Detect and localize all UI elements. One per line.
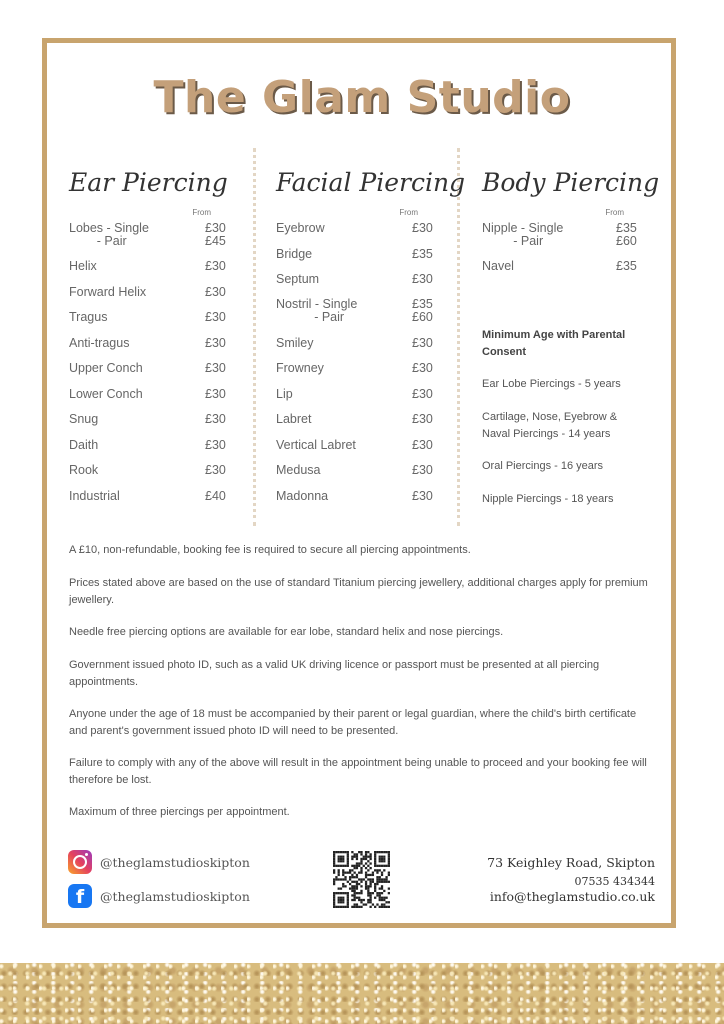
piercing-price: £35 £60 [412,297,433,324]
piercing-price: £30 [412,412,433,426]
ear-piercing-heading: Ear Piercing [69,168,228,197]
piercing-name: Upper Conch [69,361,143,375]
note-under-18: Anyone under the age of 18 must be accompanied by their parent or legal guardian, where the child's birth certificate and parent's government issued photo ID will need to be presented. [69,708,637,737]
contact-address: 73 Keighley Road, Skipton [487,855,655,870]
minimum-age-heading: Minimum Age with Parental Consent [482,329,626,358]
piercing-price: £30 [412,272,433,286]
piercing-name: Frowney [276,361,324,375]
piercing-price: £35 £60 [616,221,637,248]
instagram-handle: @theglamstudioskipton [100,854,250,870]
facebook-handle: @theglamstudioskipton [100,888,250,904]
note-titanium: Prices stated above are based on the use of standard Titanium piercing jewellery, additional charges apply for premium jewellery. [69,577,648,606]
piercing-name: Bridge [276,247,313,261]
from-label: From [399,208,418,217]
facebook-link[interactable] [68,884,250,908]
piercing-name: Madonna [276,489,329,503]
piercing-price: £30 [205,285,226,299]
column-divider-2 [457,148,460,526]
contact-phone[interactable]: 07535 434344 [574,875,655,888]
piercing-name: Daith [69,438,99,452]
age-item: Nipple Piercings - 18 years [482,493,614,505]
qr-code-icon[interactable] [333,851,390,908]
piercing-name: Eyebrow [276,221,325,235]
piercing-price: £30 [205,412,226,426]
age-item: Ear Lobe Piercings - 5 years [482,378,621,390]
body-piercing-column [482,160,660,273]
piercing-name: Helix [69,259,97,273]
piercing-name: Lower Conch [69,387,143,401]
note-photo-id: Government issued photo ID, such as a valid UK driving licence or passport must be presented at all piercing appointments. [69,659,600,688]
piercing-price: £30 [412,463,433,477]
facial-piercing-heading: Facial Piercing [276,168,466,197]
piercing-name: Labret [276,412,312,426]
ear-piercing-column [69,160,229,503]
facial-piercing-column [276,160,466,503]
piercing-name: Lobes - Single - Pair [69,221,149,248]
piercing-price: £35 [616,259,637,273]
note-failure: Failure to comply with any of the above will result in the appointment being unable to proceed and your booking fee will therefore be lost. [69,757,647,786]
piercing-price: £30 [205,259,226,273]
facebook-icon: f [68,884,92,908]
piercing-name: Tragus [69,310,108,324]
piercing-name: Vertical Labret [276,438,356,452]
piercing-name: Anti-tragus [69,336,130,350]
age-item: Oral Piercings - 16 years [482,460,604,472]
note-booking-fee: A £10, non-refundable, booking fee is required to secure all piercing appointments. [69,544,471,556]
piercing-name: Nipple - Single - Pair [482,221,564,248]
piercing-price: £30 [205,336,226,350]
piercing-price: £35 [412,247,433,261]
piercing-name: Smiley [276,336,314,350]
from-label: From [192,208,211,217]
piercing-name: Septum [276,272,320,286]
from-label: From [605,208,624,217]
piercing-price: £30 [205,387,226,401]
piercing-price: £30 £45 [205,221,226,248]
piercing-price: £30 [412,387,433,401]
piercing-price: £30 [205,310,226,324]
piercing-price: £30 [205,438,226,452]
piercing-name: Medusa [276,463,321,477]
piercing-name: Rook [69,463,99,477]
piercing-price: £30 [412,361,433,375]
piercing-name: Snug [69,412,99,426]
piercing-name: Nostril - Single - Pair [276,297,358,324]
piercing-price: £30 [205,463,226,477]
piercing-price: £30 [412,438,433,452]
piercing-price: £30 [412,221,433,235]
page-title: The Glam Studio [153,72,571,123]
age-item: Cartilage, Nose, Eyebrow & Naval Piercings - 14 years [482,411,618,440]
instagram-icon [68,850,92,874]
gold-glitter-border [0,963,724,1024]
piercing-name: Navel [482,259,514,273]
piercing-name: Forward Helix [69,285,147,299]
body-piercing-heading: Body Piercing [482,168,660,197]
column-divider-1 [253,148,256,526]
instagram-link[interactable] [68,850,250,874]
note-needle-free: Needle free piercing options are available for ear lobe, standard helix and nose piercings. [69,626,504,638]
piercing-price: £30 [205,361,226,375]
piercing-price: £30 [412,489,433,503]
note-maximum: Maximum of three piercings per appointment. [69,806,290,818]
contact-email[interactable]: info@theglamstudio.co.uk [489,889,655,904]
piercing-price: £40 [205,489,226,503]
piercing-price: £30 [412,336,433,350]
piercing-name: Industrial [69,489,120,503]
piercing-name: Lip [276,387,293,401]
